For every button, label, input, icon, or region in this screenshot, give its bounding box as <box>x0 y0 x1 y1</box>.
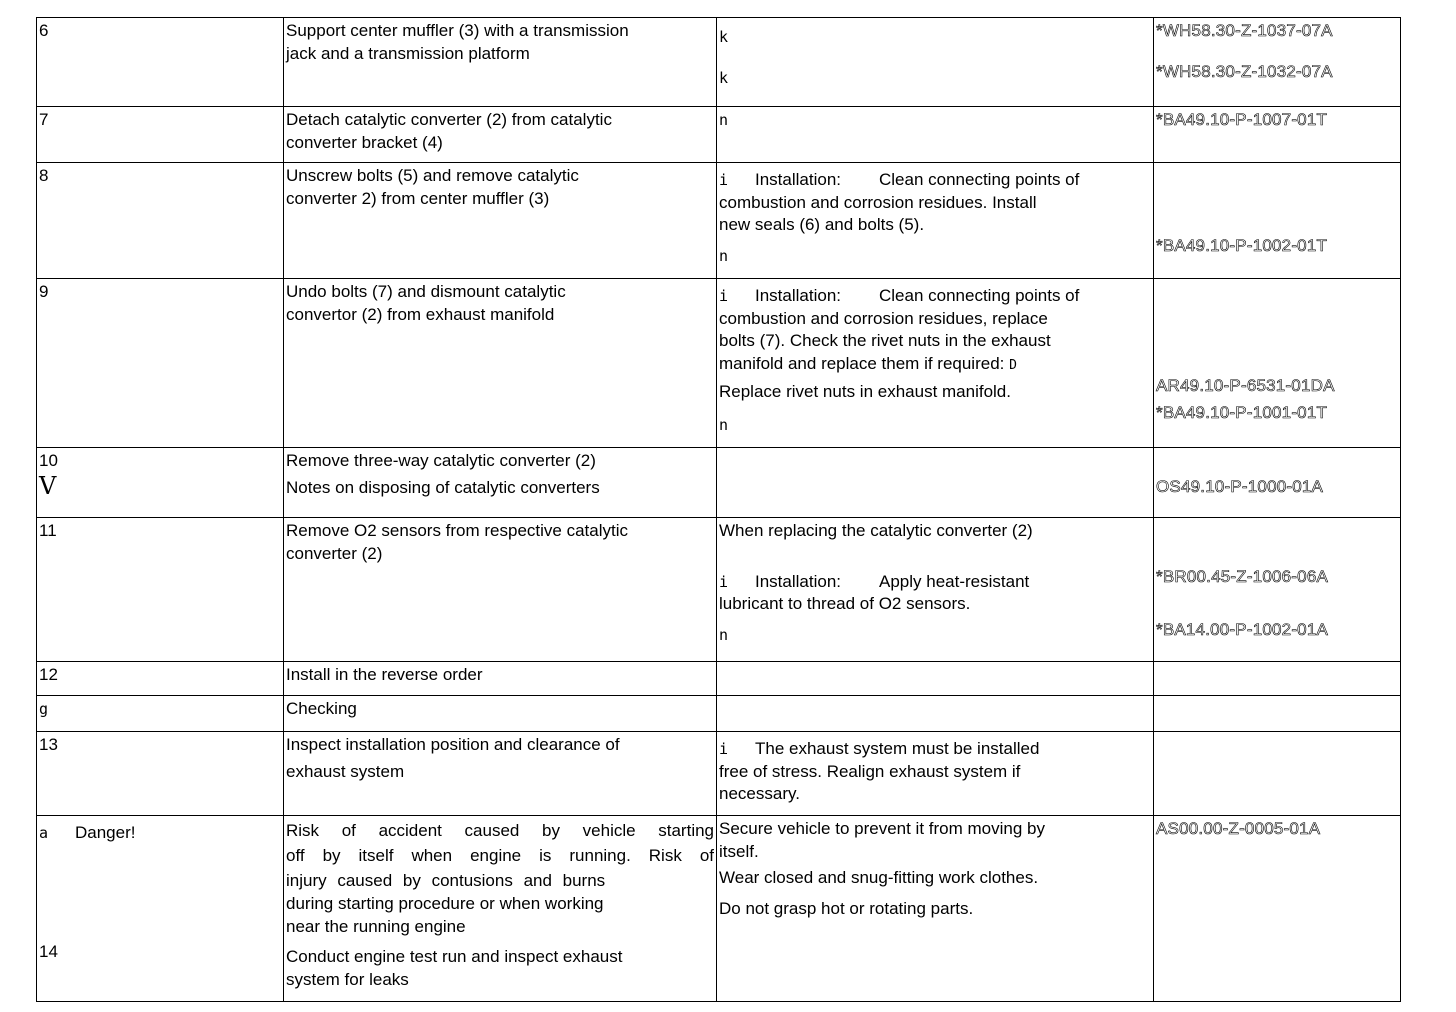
step-cell: 7 <box>37 107 284 163</box>
action-text: Support center muffler (3) with a transmission <box>286 21 629 40</box>
doc-reference: *BA49.10-P-1007-01T <box>1156 110 1328 129</box>
doc-reference: *WH58.30-Z-1037-07A <box>1156 21 1333 40</box>
step-cell: 11 <box>37 518 284 662</box>
k-symbol-icon: k <box>719 28 729 46</box>
step-cell: 9 <box>37 279 284 448</box>
action-cell: Undo bolts (7) and dismount catalytic convertor (2) from exhaust manifold <box>284 279 717 448</box>
action-cell: Install in the reverse order <box>284 662 717 696</box>
doc-reference: *BA49.10-P-1002-01T <box>1156 236 1328 255</box>
step-cell <box>37 696 284 732</box>
note-cell: i Installation: Clean connecting points of combustion and corrosion residues, replace bolts (7). Check the rivet nuts in the exhaust manifold and replace them if required: D Replace rivet nuts in exhaust manifold. n <box>717 279 1154 448</box>
table-row <box>37 448 1401 518</box>
k-symbol-icon: k <box>719 68 729 87</box>
step-cell: 13 <box>37 732 284 816</box>
action-cell: Remove three-way catalytic converter (2) Notes on disposing of catalytic converters <box>284 448 717 518</box>
step-cell: 12 <box>37 662 284 696</box>
info-icon: i <box>719 740 729 758</box>
note-cell <box>717 18 1154 107</box>
note-cell <box>717 107 1154 163</box>
note-cell <box>717 696 1154 732</box>
note-cell: Secure vehicle to prevent it from moving by itself. Wear closed and snug-fitting work clothes. Do not grasp hot or rotating parts. <box>717 816 1154 1002</box>
table-row <box>37 163 1401 279</box>
table-row <box>37 662 1401 696</box>
danger-label: Danger! <box>75 823 136 842</box>
info-icon: i <box>719 171 729 189</box>
action-cell: Risk of accident caused by vehicle starting off by itself when engine is running. Risk of injury caused by contusions and burns during starting procedure or when working near the running engine Conduct engine test run and inspect exhaust system for leaks <box>284 816 717 1002</box>
ref-cell <box>1154 18 1401 107</box>
note-cell <box>717 662 1154 696</box>
installation-label: Installation: <box>755 571 841 591</box>
ref-cell <box>1154 696 1401 732</box>
table-row <box>37 696 1401 732</box>
v-symbol-icon: V <box>39 471 57 500</box>
note-cell <box>717 448 1154 518</box>
installation-label: Installation: <box>755 286 841 305</box>
action-cell: Detach catalytic converter (2) from catalytic converter bracket (4) <box>284 107 717 163</box>
ref-cell <box>1154 163 1401 279</box>
action-cell: Remove O2 sensors from respective catalytic converter (2) <box>284 518 717 662</box>
ref-cell <box>1154 448 1401 518</box>
n-symbol-icon: n <box>719 246 729 265</box>
ref-cell <box>1154 279 1401 448</box>
procedure-table <box>36 17 1401 1002</box>
info-icon: i <box>719 287 729 305</box>
doc-reference: *BR00.45-Z-1006-06A <box>1156 567 1329 586</box>
table-row <box>37 107 1401 163</box>
table-row <box>37 732 1401 816</box>
n-symbol-icon: n <box>719 111 729 129</box>
table-row <box>37 18 1401 107</box>
ref-cell <box>1154 732 1401 816</box>
doc-reference: *BA14.00-P-1002-01A <box>1156 619 1329 639</box>
g-symbol-icon: g <box>39 700 49 718</box>
step-cell: 8 <box>37 163 284 279</box>
table-row <box>37 518 1401 662</box>
action-cell: Unscrew bolts (5) and remove catalytic converter 2) from center muffler (3) <box>284 163 717 279</box>
action-text: jack and a transmission platform <box>286 43 530 63</box>
n-symbol-icon: n <box>719 625 729 644</box>
n-symbol-icon: n <box>719 415 729 434</box>
note-cell: i The exhaust system must be installed free of stress. Realign exhaust system if necessary. <box>717 732 1154 816</box>
info-icon: i <box>719 572 729 591</box>
table-row <box>37 816 1401 1002</box>
action-cell: Inspect installation position and clearance of exhaust system <box>284 732 717 816</box>
action-cell: Checking <box>284 696 717 732</box>
step-cell: 6 <box>37 18 284 107</box>
doc-reference: *BA49.10-P-1001-01T <box>1156 402 1328 422</box>
danger-icon: a <box>39 824 49 842</box>
action-cell <box>284 18 717 107</box>
d-symbol-icon: D <box>1009 357 1017 373</box>
table-row <box>37 279 1401 448</box>
doc-reference: AS00.00-Z-0005-01A <box>1156 819 1321 838</box>
ref-cell <box>1154 518 1401 662</box>
doc-reference: *WH58.30-Z-1032-07A <box>1156 61 1333 81</box>
ref-cell <box>1154 816 1401 1002</box>
ref-cell <box>1154 662 1401 696</box>
step-cell: a Danger! 14 <box>37 816 284 1002</box>
step-cell: 10 V <box>37 448 284 518</box>
doc-reference: AR49.10-P-6531-01DA <box>1156 376 1335 395</box>
installation-label: Installation: <box>755 170 841 189</box>
ref-cell <box>1154 107 1401 163</box>
note-cell: When replacing the catalytic converter (2) i Installation: Apply heat-resistant lubricant to thread of O2 sensors. n <box>717 518 1154 662</box>
doc-reference: OS49.10-P-1000-01A <box>1156 477 1324 496</box>
note-cell: i Installation: Clean connecting points of combustion and corrosion residues. Install new seals (6) and bolts (5). n <box>717 163 1154 279</box>
